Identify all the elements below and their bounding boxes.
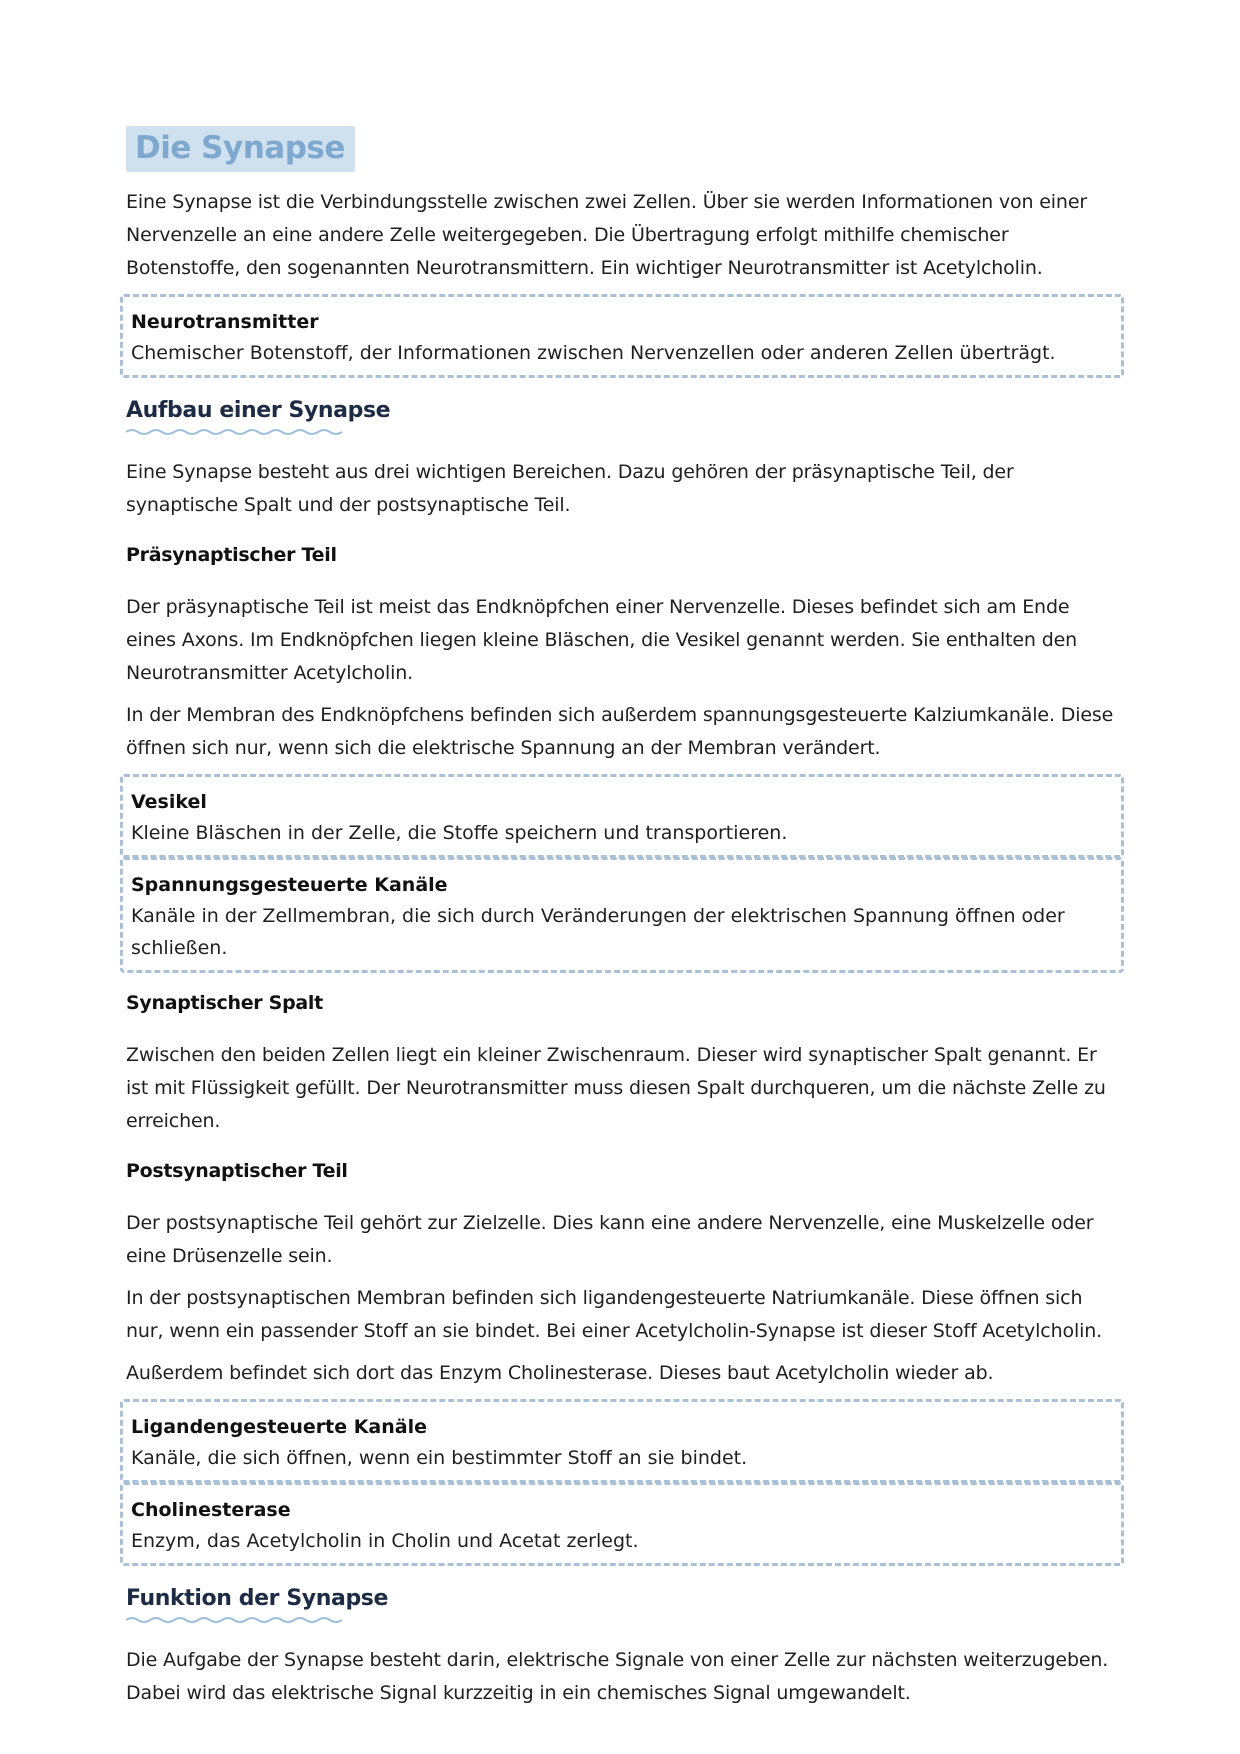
definition-term: Cholinesterase <box>131 1499 291 1521</box>
section-title: Aufbau einer Synapse <box>126 398 391 423</box>
intro-paragraph: Eine Synapse ist die Verbindungsstelle zwischen zwei Zellen. Über sie werden Informationen von einer Nervenzelle an eine andere Zelle weitergegeben. Die Übertragung erfolgt mithilfe chemischer Botenstoffe, den sogenannten Neurotransmittern. Ein wichtiger Neurotransmitter ist Acetylcholin. <box>126 191 1088 279</box>
praesynaptisch-paragraph-2: In der Membran des Endknöpfchens befinden sich außerdem spannungsgesteuerte Kalziumkanäle. Diese öffnen sich nur, wenn sich die elektrische Spannung an der Membran verändert. <box>126 704 1114 759</box>
definition-text: Kanäle in der Zellmembran, die sich durch Veränderungen der elektrischen Spannung öffnen oder schließen. <box>131 905 1065 959</box>
definition-text: Chemischer Botenstoff, der Informationen zwischen Nervenzellen oder anderen Zellen überträgt. <box>131 342 1056 364</box>
definition-text: Kleine Bläschen in der Zelle, die Stoffe speichern und transportieren. <box>131 822 788 844</box>
definition-term: Neurotransmitter <box>131 311 319 333</box>
title-highlight <box>126 126 355 172</box>
definition-box-vesikel <box>120 774 1124 858</box>
funktion-paragraph: Die Aufgabe der Synapse besteht darin, elektrische Signale von einer Zelle zur nächsten weiterzugeben. Dabei wird das elektrische Signal kurzzeitig in ein chemisches Signal umgewandelt. <box>126 1649 1109 1704</box>
subheading-synaptischer-spalt: Synaptischer Spalt <box>126 992 323 1014</box>
definition-text: Enzym, das Acetylcholin in Cholin und Acetat zerlegt. <box>131 1530 639 1552</box>
definition-group-neurotransmitter <box>120 294 1124 378</box>
definition-term: Spannungsgesteuerte Kanäle <box>131 874 448 896</box>
document-content <box>126 126 1122 1710</box>
praesynaptisch-paragraph-1: Der präsynaptische Teil ist meist das Endknöpfchen einer Nervenzelle. Dieses befindet sich am Ende eines Axons. Im Endknöpfchen liegen kleine Bläschen, die Vesikel genannt werden. Sie enthalten den Neurotransmitter Acetylcholin. <box>126 596 1078 684</box>
section-heading-aufbau <box>126 396 390 436</box>
wavy-underline <box>126 428 344 436</box>
definition-box-cholinesterase <box>120 1482 1124 1566</box>
definition-box-spannungsgesteuerte-kanaele <box>120 857 1124 973</box>
section-heading-funktion <box>126 1584 388 1624</box>
spalt-paragraph: Zwischen den beiden Zellen liegt ein kleiner Zwischenraum. Dieser wird synaptischer Spalt genannt. Er ist mit Flüssigkeit gefüllt. Der Neurotransmitter muss diesen Spalt durchqueren, um die nächste Zelle zu erreichen. <box>126 1044 1106 1132</box>
page-title: Die Synapse <box>135 130 345 166</box>
aufbau-intro-paragraph: Eine Synapse besteht aus drei wichtigen Bereichen. Dazu gehören der präsynaptische Teil, der synaptische Spalt und der postsynaptische Teil. <box>126 461 1014 516</box>
subheading-praesynaptisch: Präsynaptischer Teil <box>126 544 337 566</box>
postsynaptisch-paragraph-3: Außerdem befindet sich dort das Enzym Cholinesterase. Dieses baut Acetylcholin wieder ab. <box>126 1362 994 1384</box>
wavy-underline <box>126 1616 344 1624</box>
definition-box-neurotransmitter <box>120 294 1124 378</box>
definition-group-praesynaptisch <box>120 774 1124 973</box>
section-title: Funktion der Synapse <box>126 1586 389 1611</box>
definition-text: Kanäle, die sich öffnen, wenn ein bestimmter Stoff an sie bindet. <box>131 1447 748 1469</box>
postsynaptisch-paragraph-1: Der postsynaptische Teil gehört zur Zielzelle. Dies kann eine andere Nervenzelle, eine Muskelzelle oder eine Drüsenzelle sein. <box>126 1212 1094 1267</box>
definition-term: Vesikel <box>131 791 207 813</box>
definition-term: Ligandengesteuerte Kanäle <box>131 1416 428 1438</box>
definition-group-postsynaptisch <box>120 1399 1124 1566</box>
subheading-postsynaptisch: Postsynaptischer Teil <box>126 1160 348 1182</box>
definition-box-ligandengesteuerte-kanaele <box>120 1399 1124 1483</box>
postsynaptisch-paragraph-2: In der postsynaptischen Membran befinden sich ligandengesteuerte Natriumkanäle. Diese öffnen sich nur, wenn ein passender Stoff an sie bindet. Bei einer Acetylcholin-Synapse ist dieser Stoff Acetylcholin. <box>126 1287 1102 1342</box>
